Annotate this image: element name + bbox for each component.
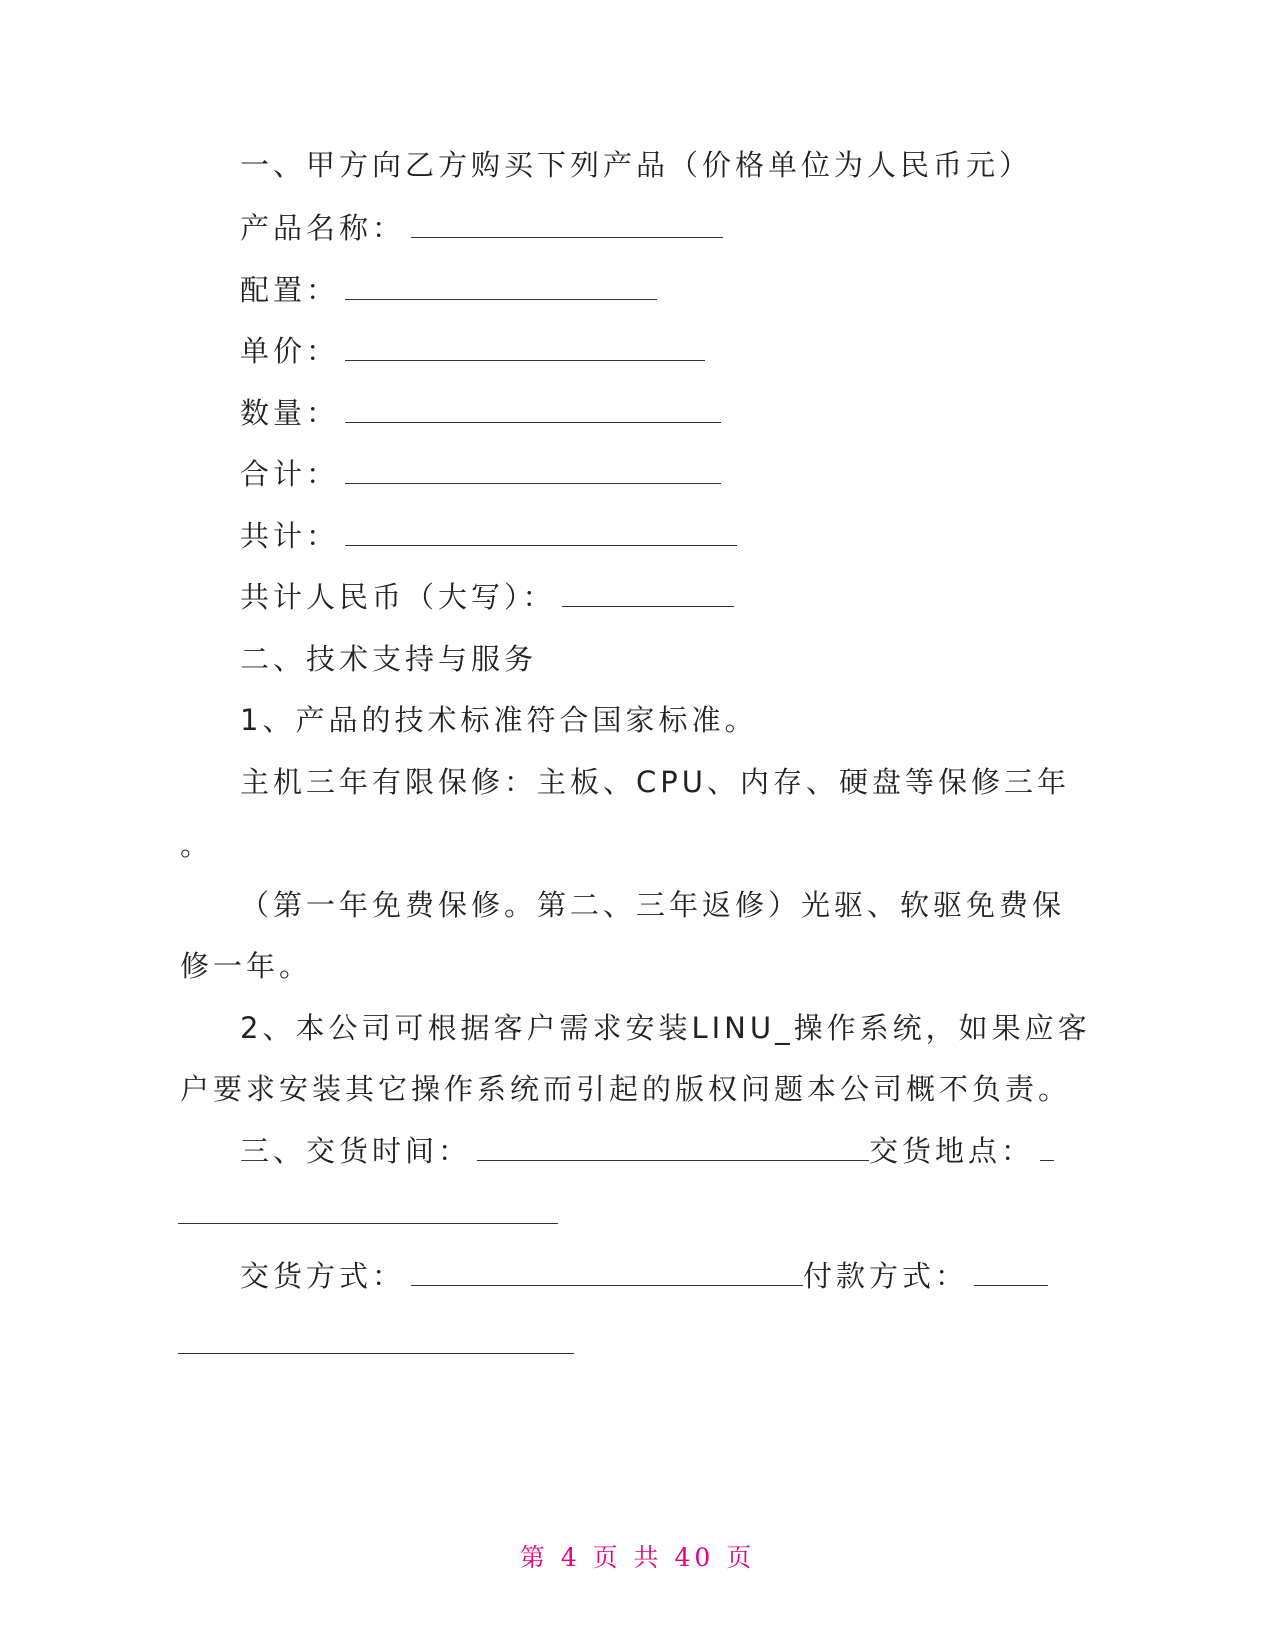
blank-line <box>345 521 737 546</box>
blank-line <box>178 1199 558 1224</box>
field-subtotal <box>240 454 721 494</box>
field-label: 三、交货时间： <box>240 1134 472 1168</box>
paragraph-2: 2、本公司可根据客户需求安装LINU_操作系统，如果应客 <box>240 1011 1091 1045</box>
paragraph-1: 1、产品的技术标准符合国家标准。 <box>240 703 758 737</box>
section-1-heading: 一、甲方向乙方购买下列产品（价格单位为人民币元） <box>240 148 1033 182</box>
blank-line <box>411 1261 803 1286</box>
blank-line <box>974 1261 1048 1286</box>
field-total <box>240 516 737 556</box>
paragraph-2-cont: 户要求安装其它操作系统而引起的版权问题本公司概不负责。 <box>180 1072 1072 1106</box>
blank-line <box>562 582 734 607</box>
field-unit-price <box>240 331 705 371</box>
field-label: 交货方式： <box>240 1259 406 1293</box>
blank-line <box>477 1136 869 1161</box>
paragraph-warranty: 主机三年有限保修：主板、CPU、内存、硬盘等保修三年 <box>240 765 1070 799</box>
field-delivery-time <box>240 1131 1054 1171</box>
field-payment-method-cont <box>178 1324 574 1364</box>
blank-line <box>1040 1136 1054 1161</box>
paragraph-repair-cont: 修一年。 <box>180 949 313 983</box>
blank-line <box>178 1329 574 1354</box>
field-product-name <box>240 208 723 248</box>
blank-line <box>411 213 723 238</box>
paragraph-warranty-cont: 。 <box>180 828 214 862</box>
section-2-heading: 二、技术支持与服务 <box>240 642 538 676</box>
field-label: 配置： <box>240 273 340 307</box>
field-label: 产品名称： <box>240 211 406 245</box>
paragraph-repair: （第一年免费保修。第二、三年返修）光驱、软驱免费保 <box>240 888 1066 922</box>
field-label: 单价： <box>240 334 340 368</box>
page-number-footer: 第 4 页 共 40 页 <box>519 1543 756 1572</box>
field-label: 合计： <box>240 457 340 491</box>
field-label: 数量： <box>240 396 340 430</box>
blank-line <box>345 275 657 300</box>
blank-line <box>345 336 705 361</box>
blank-line <box>345 459 721 484</box>
field-total-rmb-uppercase <box>240 577 734 617</box>
field-label: 付款方式： <box>803 1259 969 1293</box>
field-label: 共计人民币（大写）： <box>240 580 556 614</box>
blank-line <box>345 398 721 423</box>
field-quantity <box>240 393 721 433</box>
field-delivery-place-cont <box>178 1194 558 1234</box>
field-delivery-method <box>240 1256 1048 1296</box>
field-label: 交货地点： <box>869 1134 1035 1168</box>
field-label: 共计： <box>240 519 340 553</box>
field-configuration <box>240 270 657 310</box>
